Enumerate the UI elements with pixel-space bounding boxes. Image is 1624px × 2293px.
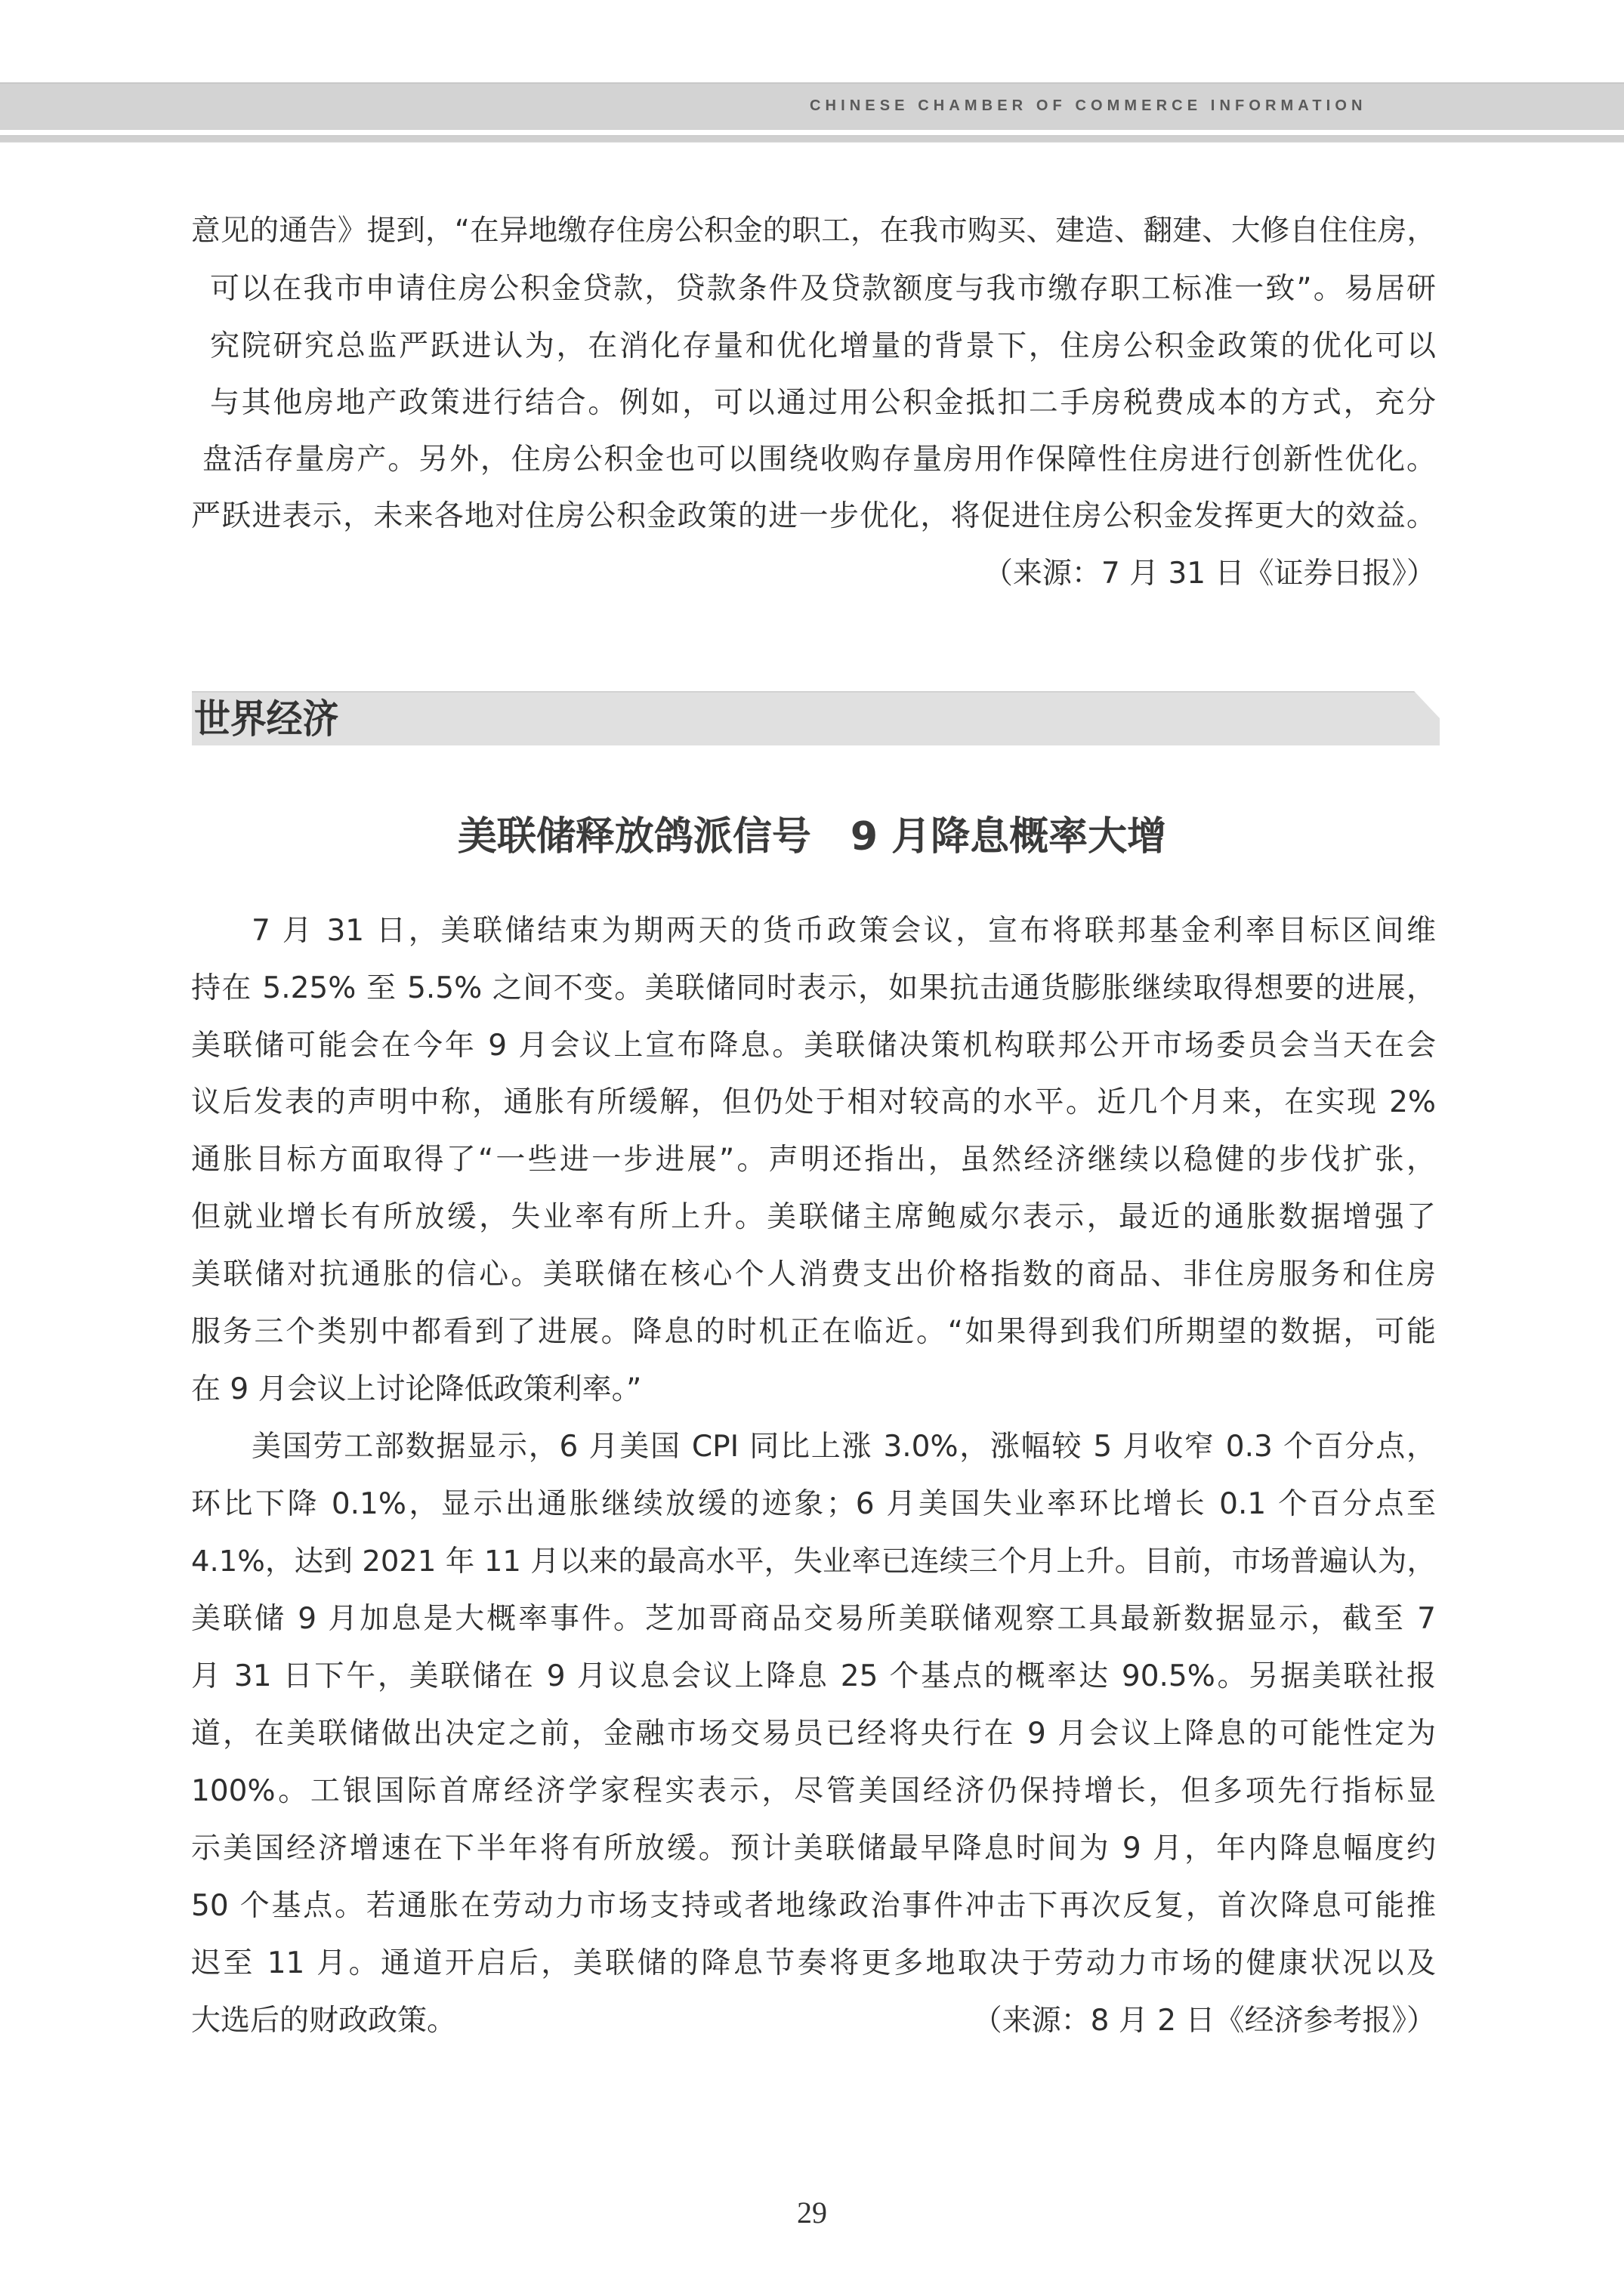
text-line: 美国劳工部数据显示，6 月美国 CPI 同比上涨 3.0%，涨幅较 5 月收窄 0.3 个百分点， (252, 1430, 1436, 1464)
text-line: 究院研究总监严跃进认为，在消化存量和优化增量的背景下，住房公积金政策的优化可以 (210, 329, 1436, 363)
text-line: 盘活存量房产。另外，住房公积金也可以围绕收购存量房用作保障性住房进行创新性优化。 (202, 443, 1436, 477)
text-line: 议后发表的声明中称，通胀有所缓解，但仍处于相对较高的水平。近几个月来，在实现 2% (191, 1085, 1436, 1119)
text-line: 可以在我市申请住房公积金贷款，贷款条件及贷款额度与我市缴存职工标准一致”。易居研 (210, 272, 1436, 306)
text-line: 美联储对抗通胀的信心。美联储在核心个人消费支出价格指数的商品、非住房服务和住房 (191, 1258, 1436, 1292)
article-title: 美联储释放鸽派信号 9 月降息概率大增 (457, 814, 1167, 859)
text-line: 与其他房地产政策进行结合。例如，可以通过用公积金抵扣二手房税费成本的方式，充分 (210, 386, 1436, 420)
text-line: 严跃进表示，未来各地对住房公积金政策的进一步优化，将促进住房公积金发挥更大的效益。 (191, 499, 1436, 533)
text-line: 在 9 月会议上讨论降低政策利率。” (191, 1372, 642, 1406)
text-line: 道，在美联储做出决定之前，金融市场交易员已经将央行在 9 月会议上降息的可能性定为 (191, 1717, 1436, 1751)
text-line: 月 31 日下午，美联储在 9 月议息会议上降息 25 个基点的概率达 90.5%。另据美联社报 (191, 1659, 1436, 1693)
running-header-stripe (0, 135, 1624, 143)
text-line: 100%。工银国际首席经济学家程实表示，尽管美国经济仍保持增长，但多项先行指标显 (191, 1774, 1436, 1808)
text-line: 4.1%，达到 2021 年 11 月以来的最高水平，失业率已连续三个月上升。目前，市场普遍认为， (191, 1545, 1436, 1579)
text-line: 美联储 9 月加息是大概率事件。芝加哥商品交易所美联储观察工具最新数据显示，截至 7 (191, 1602, 1436, 1636)
source-citation: （来源：7 月 31 日《证券日报》） (983, 557, 1436, 591)
text-line: 持在 5.25% 至 5.5% 之间不变。美联储同时表示，如果抗击通货膨胀继续取得想要的进展， (191, 971, 1436, 1005)
text-line: 意见的通告》提到，“在异地缴存住房公积金的职工，在我市购买、建造、翻建、大修自住住房， (191, 214, 1436, 248)
source-citation: （来源：8 月 2 日《经济参考报》） (972, 2004, 1436, 2038)
text-line: 示美国经济增速在下半年将有所放缓。预计美联储最早降息时间为 9 月，年内降息幅度约 (191, 1832, 1436, 1866)
text-line: 服务三个类别中都看到了进展。降息的时机正在临近。“如果得到我们所期望的数据，可能 (191, 1315, 1436, 1349)
text-line: 迟至 11 月。通道开启后，美联储的降息节奏将更多地取决于劳动力市场的健康状况以及 (191, 1946, 1436, 1980)
page-number: 29 (797, 2196, 827, 2230)
text-line: 大选后的财政政策。 (191, 2004, 457, 2038)
text-line: 美联储可能会在今年 9 月会议上宣布降息。美联储决策机构联邦公开市场委员会当天在会 (191, 1029, 1436, 1063)
text-line: 7 月 31 日，美联储结束为期两天的货币政策会议，宣布将联邦基金利率目标区间维 (252, 914, 1436, 948)
text-line: 通胀目标方面取得了“一些进一步进展”。声明还指出，虽然经济继续以稳健的步伐扩张， (191, 1143, 1436, 1177)
text-line: 50 个基点。若通胀在劳动力市场支持或者地缘政治事件冲击下再次反复，首次降息可能推 (191, 1889, 1436, 1923)
publication-name: CHINESE CHAMBER OF COMMERCE INFORMATION (810, 97, 1367, 114)
text-line: 环比下降 0.1%，显示出通胀继续放缓的迹象；6 月美国失业率环比增长 0.1 个百分点至 (191, 1487, 1436, 1521)
section-title: 世界经济 (194, 696, 339, 742)
section-header-band (192, 691, 1440, 745)
text-line: 但就业增长有所放缓，失业率有所上升。美联储主席鲍威尔表示，最近的通胀数据增强了 (191, 1200, 1436, 1234)
